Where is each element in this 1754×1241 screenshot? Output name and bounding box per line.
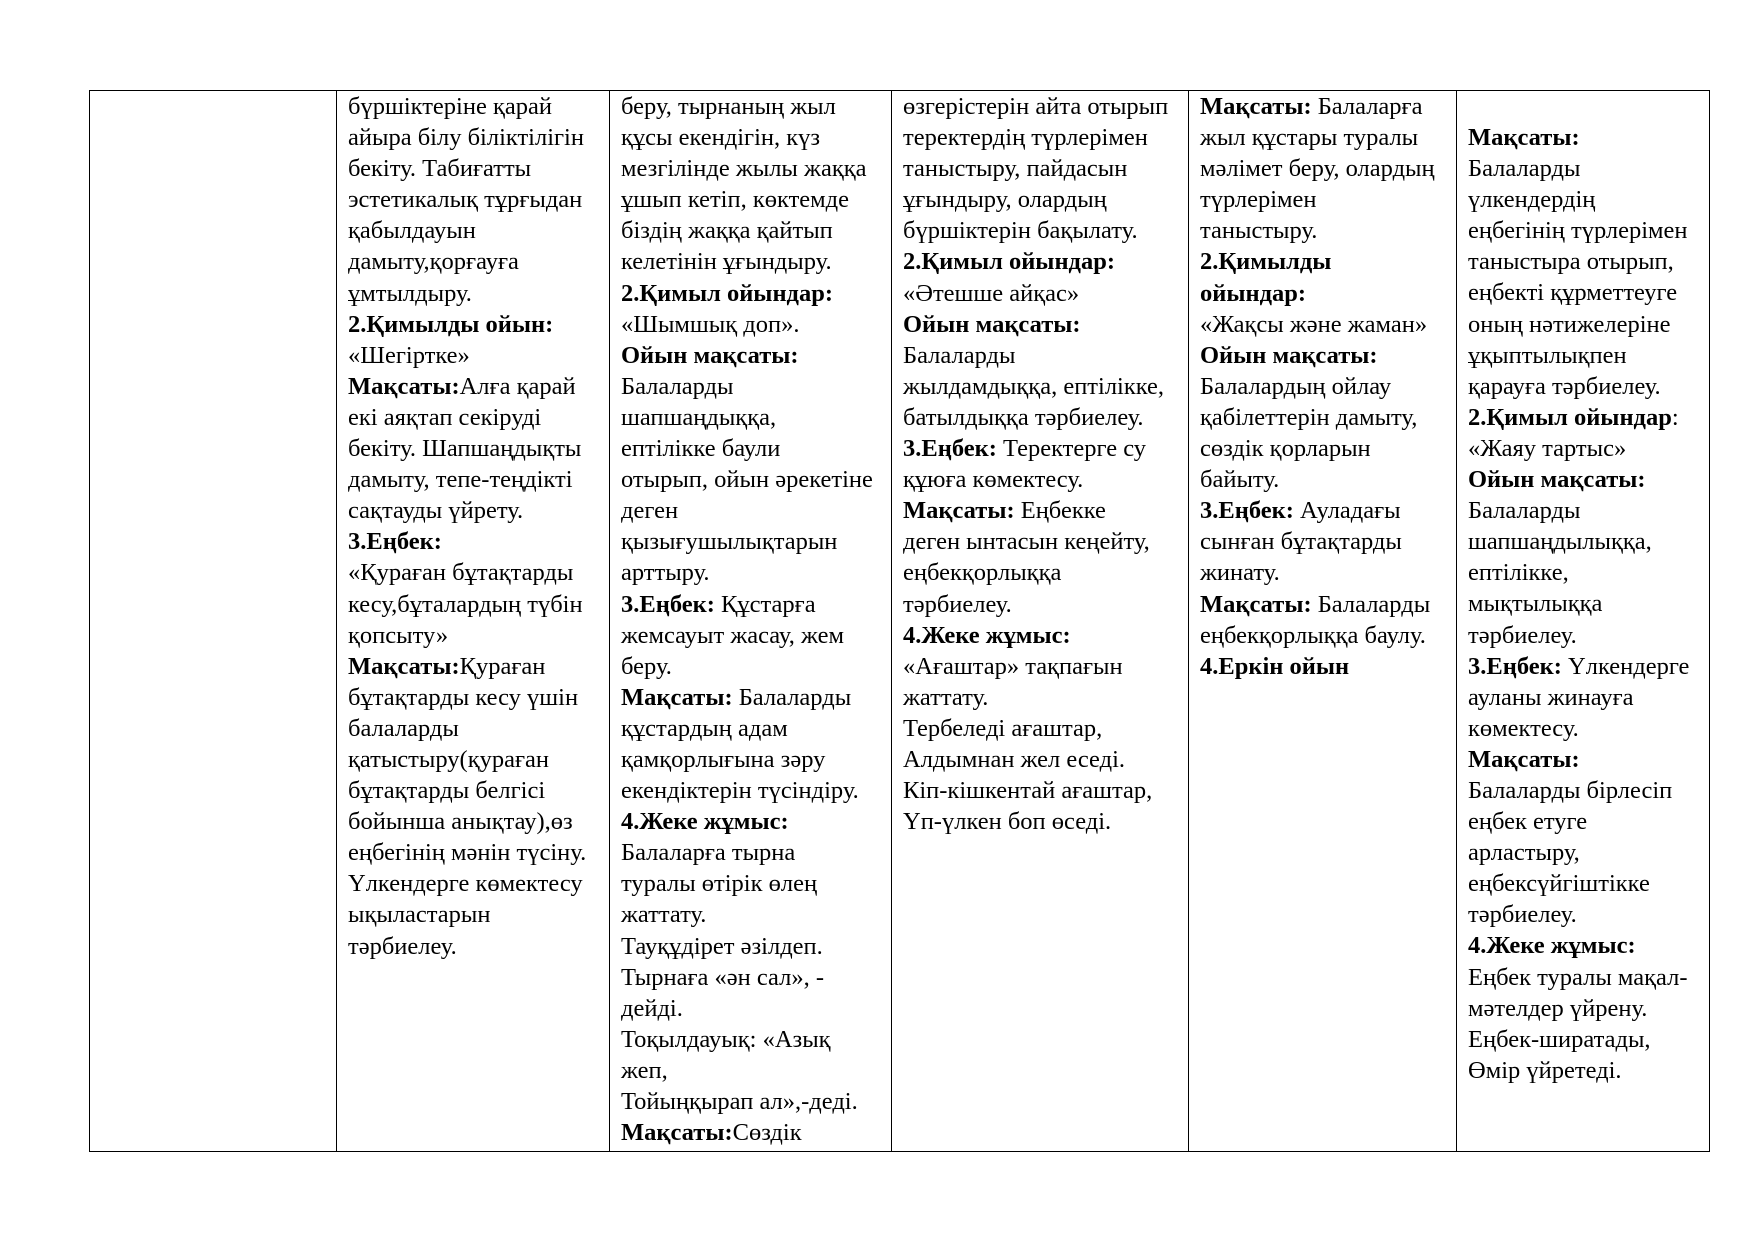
- bold-text-run: 3.Еңбек:: [348, 528, 442, 556]
- bold-text-run: 2.Қимыл ойындар:: [621, 279, 833, 307]
- text-run: Балаларды: [903, 341, 1016, 369]
- bold-text-run: 4.Жеке жұмыс:: [1468, 932, 1636, 960]
- bold-text-run: Ойын мақсаты:: [903, 310, 1081, 338]
- text-line: [903, 184, 1182, 215]
- text-run: мәтелдер үйрену.: [1468, 994, 1648, 1022]
- text-run: мезгілінде жылы жаққа: [621, 155, 867, 183]
- text-run: таныстыра отырып,: [1468, 248, 1674, 276]
- text-line: [1468, 309, 1703, 340]
- text-run: теректердің түрлерімен: [903, 124, 1148, 152]
- text-run: бүршіктеріне қарай: [348, 93, 552, 120]
- text-run: екендіктерін түсіндіру.: [621, 777, 859, 805]
- text-line: [903, 806, 1182, 837]
- text-run: қамқорлығына зәру: [621, 745, 826, 773]
- table-row: [90, 91, 1710, 1152]
- text-line: [621, 806, 885, 837]
- text-run: Балаларды: [732, 683, 852, 711]
- table-cell-tuesday: [610, 91, 892, 1152]
- text-run: Балалардың ойлау: [1200, 372, 1392, 400]
- text-run: Кіп-кішкентай ағаштар,: [903, 777, 1153, 805]
- text-line: [621, 371, 885, 402]
- text-line: [1468, 1055, 1703, 1086]
- text-line: [348, 713, 603, 744]
- text-line: [1200, 557, 1450, 588]
- text-line: [1468, 1024, 1703, 1055]
- text-run: Балаларды: [621, 372, 734, 400]
- text-run: мықтылыққа: [1468, 590, 1603, 618]
- text-line: [903, 153, 1182, 184]
- text-line: [1468, 277, 1703, 308]
- text-run: жеп,: [621, 1056, 668, 1084]
- text-line: [1468, 620, 1703, 651]
- text-run: балаларды: [348, 714, 459, 742]
- text-run: еңбегінің мәнін түсіну.: [348, 839, 587, 867]
- text-line: [1468, 775, 1703, 806]
- table-cell-label: [90, 91, 337, 1152]
- text-run: арластыру,: [1468, 839, 1580, 867]
- text-run: Балаларды: [1311, 590, 1431, 618]
- text-line: [621, 713, 885, 744]
- bold-text-run: Мақсаты:: [348, 372, 460, 400]
- text-line: [1468, 340, 1703, 371]
- text-run: Балаларға тырна: [621, 839, 796, 867]
- text-run: таныстыру, пайдасын: [903, 155, 1128, 183]
- text-line: [621, 1024, 885, 1055]
- text-run: ықыластарын: [348, 901, 491, 929]
- text-run: «Әтешше айқас»: [903, 279, 1080, 307]
- text-line: [1468, 651, 1703, 682]
- text-line: [621, 91, 885, 122]
- text-run: Ауладағы: [1293, 497, 1401, 525]
- text-line: [1200, 433, 1450, 464]
- text-line: [348, 91, 603, 122]
- bold-text-run: Мақсаты:: [1468, 124, 1580, 151]
- text-line: [903, 495, 1182, 526]
- text-run: қызығушылықтарын: [621, 528, 838, 556]
- text-run: «Шымшық доп».: [621, 310, 800, 338]
- text-run: жинату.: [1200, 559, 1280, 587]
- text-line: [348, 899, 603, 930]
- text-line: [1468, 682, 1703, 713]
- text-run: еңбекті құрметтеуге: [1468, 279, 1678, 307]
- text-run: Құстарға: [714, 590, 816, 618]
- text-line: [621, 1086, 885, 1117]
- text-line: [903, 744, 1182, 775]
- text-line: [621, 899, 885, 930]
- text-run: дамыту, тепе-теңдікті: [348, 466, 573, 494]
- text-run: Балаларға: [1311, 93, 1423, 120]
- text-line: [1468, 246, 1703, 277]
- text-line: [1468, 184, 1703, 215]
- text-run: отырып, ойын әрекетіне: [621, 466, 873, 494]
- text-run: ұқыптылықпен: [1468, 341, 1627, 369]
- text-line: [903, 122, 1182, 153]
- text-line: [1200, 620, 1450, 651]
- bold-text-run: Мақсаты:: [348, 652, 460, 680]
- text-line: [1468, 526, 1703, 557]
- text-line: [621, 309, 885, 340]
- text-line: [1468, 962, 1703, 993]
- text-line: [348, 184, 603, 215]
- text-line: [903, 278, 1182, 309]
- text-run: ауланы жинауға: [1468, 683, 1634, 711]
- bold-text-run: 2.Қимылды ойын:: [348, 310, 554, 338]
- text-run: тәрбиелеу.: [1468, 901, 1577, 929]
- text-run: құсы екендігін, күз: [621, 124, 821, 152]
- text-line: [1200, 91, 1450, 122]
- text-run: Қураған: [459, 652, 546, 680]
- text-line: [621, 589, 885, 620]
- text-line: [348, 651, 603, 682]
- text-run: Тербеледі ағаштар,: [903, 714, 1103, 742]
- text-line: [348, 931, 603, 962]
- text-line: [621, 682, 885, 713]
- text-line: [348, 309, 603, 340]
- text-run: көмектесу.: [1468, 714, 1579, 742]
- text-run: Үлкендерге: [1561, 652, 1690, 680]
- text-run: еңбекқорлыққа: [903, 559, 1062, 587]
- text-run: қарауға тәрбиелеу.: [1468, 372, 1661, 400]
- text-run: бойынша анықтау),өз: [348, 808, 573, 836]
- text-run: Еңбек туралы мақал-: [1468, 963, 1688, 991]
- text-run: айыра білу біліктілігін: [348, 124, 584, 152]
- text-line: [903, 682, 1182, 713]
- text-line: [1200, 184, 1450, 215]
- text-run: сөздік қорларын: [1200, 435, 1371, 463]
- text-line: [348, 589, 603, 620]
- bold-text-run: 3.Еңбек:: [1200, 497, 1294, 525]
- text-line: [903, 433, 1182, 464]
- text-run: арттыру.: [621, 559, 710, 587]
- text-run: беру.: [621, 652, 672, 680]
- text-line: [621, 122, 885, 153]
- text-run: Тырнаға «ән сал», -: [621, 963, 824, 991]
- text-run: беру, тырнаның жыл: [621, 93, 836, 120]
- table-cell-wednesday: [892, 91, 1189, 1152]
- text-line: [1200, 402, 1450, 433]
- bold-text-run: Мақсаты:: [1200, 590, 1312, 618]
- text-line: [1200, 340, 1450, 371]
- text-run: бұтақтарды белгісі: [348, 777, 546, 805]
- text-line: [621, 215, 885, 246]
- text-run: қатыстыру(қураған: [348, 745, 550, 773]
- bold-text-run: 2.Қимыл ойындар:: [903, 248, 1115, 276]
- text-run: «Жақсы және жаман»: [1200, 310, 1428, 338]
- table-cell-monday: [337, 91, 610, 1152]
- text-line: [621, 464, 885, 495]
- text-line: [1200, 526, 1450, 557]
- text-line: [903, 620, 1182, 651]
- text-line: [348, 371, 603, 402]
- text-line: [903, 464, 1182, 495]
- text-run: қабілеттерін дамыту,: [1200, 403, 1418, 431]
- text-run: эстетикалық тұрғыдан: [348, 186, 583, 214]
- text-line: [1468, 433, 1703, 464]
- text-line: [1468, 153, 1703, 184]
- text-line: [1200, 309, 1450, 340]
- text-line: [903, 589, 1182, 620]
- text-line: [348, 526, 603, 557]
- text-run: жылдамдыққа, ептілікке,: [903, 372, 1165, 400]
- text-line: [348, 433, 603, 464]
- text-run: бұтақтарды кесу үшін: [348, 683, 579, 711]
- text-line: [348, 775, 603, 806]
- bold-text-run: Ойын мақсаты:: [1468, 466, 1646, 494]
- text-line: [621, 153, 885, 184]
- text-run: қабылдауын: [348, 217, 476, 245]
- text-run: Балаларды: [1468, 155, 1581, 183]
- bold-text-run: 4.Жеке жұмыс:: [903, 621, 1071, 649]
- text-run: ептілікке баули: [621, 435, 781, 463]
- text-line: [621, 557, 885, 588]
- text-run: бекіту. Табиғатты: [348, 155, 532, 183]
- text-run: жаттату.: [621, 901, 707, 929]
- text-run: келетінін ұғындыру.: [621, 248, 832, 276]
- text-line: [348, 837, 603, 868]
- text-line: [903, 246, 1182, 277]
- text-run: Алдымнан жел еседі.: [903, 745, 1126, 773]
- bold-text-run: 3.Еңбек:: [1468, 652, 1562, 680]
- text-run: Тоқылдауық: «Азық: [621, 1025, 831, 1053]
- text-line: [348, 153, 603, 184]
- text-line: [903, 309, 1182, 340]
- text-run: Тойыңқырап ал»,-деді.: [621, 1088, 858, 1115]
- text-line: [348, 340, 603, 371]
- text-run: еңбексүйгіштікке: [1468, 870, 1650, 898]
- text-line: [348, 122, 603, 153]
- text-run: Үлкендерге көмектесу: [348, 870, 583, 898]
- text-line: [1468, 930, 1703, 961]
- text-line: [621, 526, 885, 557]
- text-line: [348, 246, 603, 277]
- text-line: [621, 744, 885, 775]
- text-run: ұшып кетіп, көктемде: [621, 186, 850, 214]
- text-line: [621, 433, 885, 464]
- table-cell-thursday: [1189, 91, 1457, 1152]
- bold-text-run: Ойын мақсаты:: [621, 341, 799, 369]
- text-run: Тауқұдірет әзілдеп.: [621, 932, 823, 960]
- text-run: Өмір үйретеді.: [1468, 1056, 1622, 1084]
- text-line: [621, 931, 885, 962]
- text-run: деген ынтасын кеңейту,: [903, 528, 1150, 556]
- text-line: [903, 557, 1182, 588]
- bold-text-run: ойындар:: [1200, 279, 1307, 307]
- text-line: [621, 962, 885, 993]
- bold-text-run: Мақсаты:: [1200, 93, 1312, 120]
- text-run: тәрбиелеу.: [348, 932, 457, 960]
- text-run: сақтауды үйрету.: [348, 497, 524, 525]
- text-line: [1468, 588, 1703, 619]
- text-run: бүршіктерін бақылату.: [903, 217, 1138, 245]
- text-run: құстардың адам: [621, 714, 788, 742]
- text-line: [1468, 464, 1703, 495]
- text-run: бекіту. Шапшаңдықты: [348, 435, 582, 463]
- text-run: біздің жаққа қайтып: [621, 217, 833, 245]
- text-line: [621, 837, 885, 868]
- text-line: [348, 806, 603, 837]
- text-line: [903, 371, 1182, 402]
- text-line: [621, 184, 885, 215]
- text-line: [1200, 153, 1450, 184]
- text-line: [621, 993, 885, 1024]
- text-line: [1468, 806, 1703, 837]
- bold-text-run: 4.Жеке жұмыс:: [621, 808, 789, 836]
- text-run: дейді.: [621, 994, 683, 1022]
- text-line: [903, 91, 1182, 122]
- text-run: оның нәтижелеріне: [1468, 310, 1671, 338]
- text-run: еңбек етуге: [1468, 808, 1588, 836]
- text-run: Еңбекке: [1014, 497, 1106, 525]
- text-line: [1200, 589, 1450, 620]
- text-line: [621, 775, 885, 806]
- text-run: Балаларды бірлесіп: [1468, 776, 1673, 804]
- text-line: [1468, 868, 1703, 899]
- text-run: екі аяқтап секіруді: [348, 403, 542, 431]
- text-line: [621, 620, 885, 651]
- text-run: :: [1671, 403, 1679, 431]
- text-run: еңбекқорлыққа баулу.: [1200, 621, 1426, 649]
- text-run: байыту.: [1200, 466, 1280, 494]
- text-run: «Қураған бұтақтарды: [348, 559, 574, 587]
- text-line: [903, 402, 1182, 433]
- text-run: жаттату.: [903, 683, 989, 711]
- text-line: [1200, 215, 1450, 246]
- text-run: тәрбиелеу.: [1468, 621, 1577, 649]
- text-line: [348, 464, 603, 495]
- text-line: [621, 868, 885, 899]
- plan-table: [89, 90, 1710, 1152]
- bold-text-run: 4.Еркін ойын: [1200, 652, 1350, 680]
- bold-text-run: Мақсаты:: [621, 1119, 733, 1147]
- text-run: құюға көмектесу.: [903, 466, 1084, 494]
- text-line: [1468, 215, 1703, 246]
- text-line: [1200, 122, 1450, 153]
- text-line: [903, 340, 1182, 371]
- text-line: [621, 340, 885, 371]
- text-run: таныстыру.: [1200, 217, 1318, 245]
- text-line: [903, 526, 1182, 557]
- text-line: [621, 1117, 885, 1148]
- bold-text-run: Мақсаты:: [621, 683, 733, 711]
- text-line: [1468, 402, 1703, 433]
- text-line: [903, 651, 1182, 682]
- text-run: ептілікке,: [1468, 559, 1569, 587]
- text-line: [348, 682, 603, 713]
- text-line: [348, 620, 603, 651]
- text-run: Үп-үлкен боп өседі.: [903, 808, 1112, 836]
- bold-text-run: Мақсаты:: [1468, 745, 1580, 773]
- text-line: [1468, 122, 1703, 153]
- text-line: [1468, 713, 1703, 744]
- text-line: [1468, 495, 1703, 526]
- text-line: [1468, 557, 1703, 588]
- text-run: деген: [621, 497, 679, 525]
- text-run: жемсауыт жасау, жем: [621, 621, 844, 649]
- text-run: батылдыққа тәрбиелеу.: [903, 403, 1144, 431]
- text-run: дамыту,қорғауға: [348, 248, 519, 276]
- text-line: [621, 1055, 885, 1086]
- text-run: еңбегінің түрлерімен: [1468, 217, 1688, 245]
- table-cell-friday: [1457, 91, 1710, 1152]
- text-line: [348, 868, 603, 899]
- text-line: [1200, 495, 1450, 526]
- cell-content: [1457, 91, 1709, 1086]
- cell-content: [610, 91, 891, 1148]
- text-line: [621, 278, 885, 309]
- text-line: [1200, 371, 1450, 402]
- text-line: [1200, 246, 1450, 277]
- text-run: ұмтылдыру.: [348, 279, 472, 307]
- text-run: шапшаңдыққа,: [621, 403, 777, 431]
- cell-content: [337, 91, 609, 962]
- bold-text-run: Мақсаты:: [903, 497, 1015, 525]
- text-line: [348, 402, 603, 433]
- text-run: жыл құстары туралы: [1200, 124, 1419, 152]
- text-line: [903, 215, 1182, 246]
- text-line: [348, 557, 603, 588]
- bold-text-run: 2.Қимыл ойындар: [1468, 403, 1672, 431]
- text-line: [1200, 464, 1450, 495]
- text-line: [1468, 744, 1703, 775]
- cell-content: [892, 91, 1188, 837]
- text-run: тәрбиелеу.: [903, 590, 1012, 618]
- text-line: [1468, 899, 1703, 930]
- text-line: [1468, 993, 1703, 1024]
- text-run: өзгерістерін айта отырып: [903, 93, 1169, 120]
- text-run: туралы өтірік өлең: [621, 870, 818, 898]
- text-line: [1468, 371, 1703, 402]
- bold-text-run: 2.Қимылды: [1200, 248, 1332, 276]
- text-run: сынған бұтақтарды: [1200, 528, 1402, 556]
- text-run: кесу,бұталардың түбін: [348, 590, 583, 618]
- text-run: Балаларды: [1468, 497, 1581, 525]
- text-line: [903, 775, 1182, 806]
- text-line: [903, 713, 1182, 744]
- text-line: [348, 495, 603, 526]
- text-run: қопсыту»: [348, 621, 449, 649]
- text-line: [348, 278, 603, 309]
- bold-text-run: 3.Еңбек:: [621, 590, 715, 618]
- text-line: [621, 495, 885, 526]
- text-line: [621, 651, 885, 682]
- text-run: шапшаңдылыққа,: [1468, 528, 1652, 556]
- text-line: [348, 744, 603, 775]
- text-run: ұғындыру, олардың: [903, 186, 1107, 214]
- text-run: Алға қарай: [459, 372, 576, 400]
- bold-text-run: 3.Еңбек:: [903, 435, 997, 463]
- bold-text-run: Ойын мақсаты:: [1200, 341, 1378, 369]
- text-run: «Ағаштар» тақпағын: [903, 652, 1123, 680]
- text-line: [348, 215, 603, 246]
- text-line: [1200, 651, 1450, 682]
- text-run: «Шегіртке»: [348, 341, 470, 369]
- text-line: [1200, 278, 1450, 309]
- text-run: Еңбек-ширатады,: [1468, 1025, 1651, 1053]
- text-line: [1468, 837, 1703, 868]
- text-run: Сөздік: [732, 1119, 802, 1147]
- text-run: үлкендердің: [1468, 186, 1596, 214]
- text-run: «Жаяу тартыс»: [1468, 434, 1627, 462]
- text-run: түрлерімен: [1200, 186, 1317, 214]
- cell-content: [1189, 91, 1456, 682]
- text-run: Теректерге су: [996, 435, 1147, 463]
- text-line: [621, 246, 885, 277]
- text-line: [621, 402, 885, 433]
- text-run: мәлімет беру, олардың: [1200, 155, 1435, 183]
